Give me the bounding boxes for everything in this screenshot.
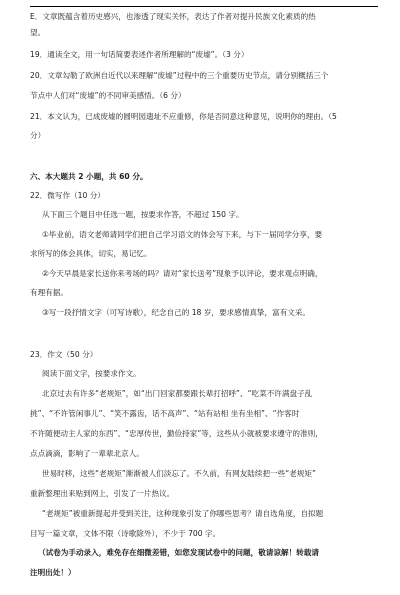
question-19: 19．通读全文，用一句话简要表述作者所理解的“废墟”。（3 分） <box>30 50 249 59</box>
section-six-heading: 六、本大题共 2 小题，共 60 分。 <box>30 172 148 181</box>
prompt-2-line-2: 有理有据。 <box>30 288 68 297</box>
question-20-line-2: 节点中人们对“废墟”的不同审美感悟。（6 分） <box>30 91 186 100</box>
prompt-1-line-1: ①毕业前，语文老师请同学们把自己学习语文的体会写下来，与下一届同学分享，要 <box>42 230 323 239</box>
passage-line-5: 世易时移，这些“老规矩”渐渐被人们淡忘了。不久前，有网友陆续把一些“老规矩” <box>42 469 316 478</box>
passage-line-4: 点点滴滴，影响了一辈辈北京人。 <box>30 449 144 458</box>
question-21-line-2: 分） <box>30 131 46 140</box>
task-line-2: 目写一篇文章，文体不限（诗歌除外），不少于 700 字。 <box>30 529 221 538</box>
question-21-line-1: 21．本文认为，已成废墟的圆明园遗址不应重修，你是否同意这种意见，说明你的理由。（5 <box>30 112 337 121</box>
question-23-instructions: 阅读下面文字，按要求作文。 <box>42 369 141 378</box>
passage-line-6: 重新整理出来贴到网上，引发了一片热议。 <box>30 489 175 498</box>
prompt-3: ③写一段抒情文字（可写诗歌），纪念自己的 18 岁，要求感情真挚，富有文采。 <box>42 308 311 317</box>
option-e-line-2: 望。 <box>30 28 46 37</box>
question-22-instructions: 从下面三个题目中任选一题，按要求作答，不超过 150 字。 <box>42 210 244 219</box>
passage-line-2: 挑”、“不许管闲事儿”、“笑不露齿，话不高声”、“站有站相 坐有坐相”、“作客时 <box>30 409 300 418</box>
footer-note-line-2: 注明出处！） <box>30 568 76 577</box>
footer-note-line-1: （试卷为手动录入，难免存在细微差错，如您发现试卷中的问题，敬请谅解！转载请 <box>38 548 319 557</box>
prompt-2-line-1: ②今天早晨是家长送你来考场的吗？请对“家长送考”现象予以评论，要求观点明确， <box>42 269 323 278</box>
passage-line-1: 北京过去有许多“老规矩”，如“出门回家都要跟长辈打招呼”、“吃菜不许满盘子乱 <box>42 389 313 398</box>
prompt-1-line-2: 求所写的体会具体，切实，易记忆。 <box>30 249 152 258</box>
task-line-1: “老规矩”被重新提起并受到关注，这种现象引发了你哪些思考？请自选角度，自拟题 <box>42 509 324 518</box>
question-22-heading: 22．微写作（10 分） <box>30 191 105 200</box>
question-20-line-1: 20．文章勾勒了欧洲自近代以来理解“废墟”过程中的三个重要历史节点，请分别概括三个 <box>30 71 329 80</box>
question-23-heading: 23．作文（50 分） <box>30 350 98 359</box>
option-e-line-1: E．文章既蕴含着历史感兴，也渗透了现实关怀，表达了作者对提升民族文化素质的热 <box>30 12 316 21</box>
passage-line-3: 不许随便动主人家的东西”、“忠厚传世，勤俭持家”等，这些从小就被要求遵守的准则， <box>30 429 323 438</box>
top-rule <box>30 6 378 7</box>
